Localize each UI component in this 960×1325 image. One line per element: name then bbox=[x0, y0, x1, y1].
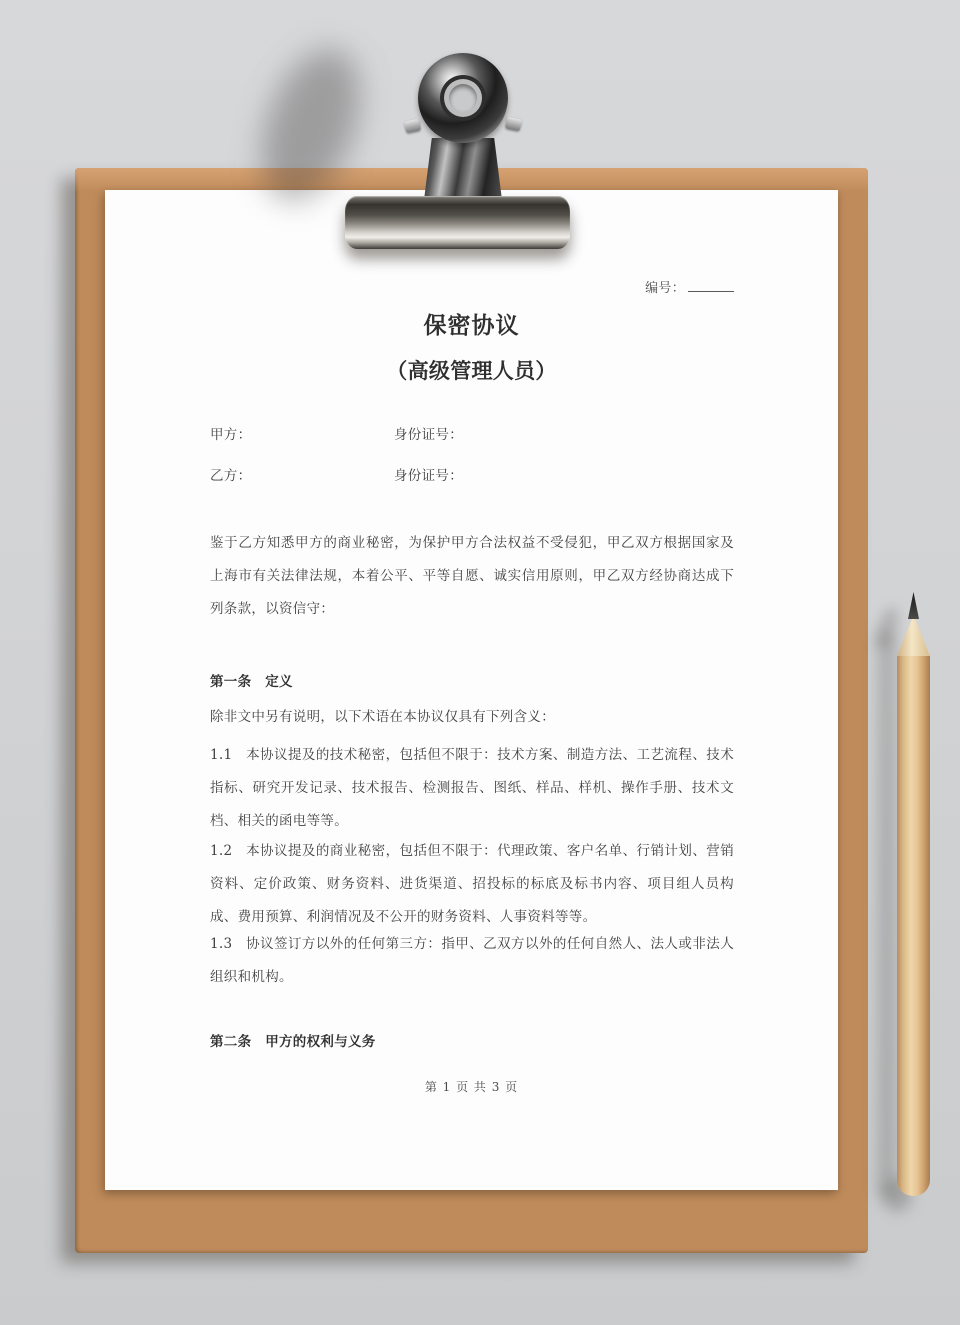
clause-1-1 bbox=[210, 739, 734, 838]
binder-clip-ring bbox=[418, 53, 508, 143]
binder-clip-body bbox=[424, 138, 502, 200]
binder-clip-hole bbox=[449, 84, 477, 112]
clause-1-3-number: 1.3 bbox=[210, 936, 233, 952]
clause-1-2-text: 本协议提及的商业秘密，包括但不限于：代理政策、客户名单、行销计划、营销资料、定价政策、财务资料、进货渠道、招投标的标底及标书内容、项目组人员构成、费用预算、利润情况及不公开的财务资料、人事资料等等。 bbox=[210, 843, 734, 925]
clip-spring-nub-left bbox=[404, 119, 421, 134]
document-page bbox=[105, 190, 838, 1190]
serial-number-blank bbox=[688, 278, 734, 292]
page-subtitle: （高级管理人员） bbox=[386, 358, 557, 383]
serial-number-label: 编号： bbox=[645, 281, 685, 296]
clause-1-1-text: 本协议提及的技术秘密，包括但不限于：技术方案、制造方法、工艺流程、技术指标、研究开发记录、技术报告、检测报告、图纸、样品、样机、操作手册、技术文档、相关的函电等等。 bbox=[210, 747, 734, 829]
pencil-body bbox=[897, 654, 930, 1196]
pencil-graphite-tip bbox=[908, 592, 919, 619]
clip-spring-nub-right bbox=[505, 117, 522, 132]
section-2-heading: 第二条 甲方的权利与义务 bbox=[210, 1034, 376, 1050]
page-title: 保密协议 bbox=[423, 312, 520, 339]
clause-1-3-text: 协议签订方以外的任何第三方：指甲、乙双方以外的任何自然人、法人或非法人组织和机构。 bbox=[210, 936, 734, 985]
clause-1-1-number: 1.1 bbox=[210, 747, 233, 763]
party-a-id-label: 身份证号： bbox=[394, 427, 463, 443]
party-b-id-label: 身份证号： bbox=[394, 468, 463, 484]
preamble-paragraph: 鉴于乙方知悉甲方的商业秘密，为保护甲方合法权益不受侵犯，甲乙双方根据国家及上海市有关法律法规，本着公平、平等自愿、诚实信用原则，甲乙双方经协商达成下列条款，以资信守： bbox=[210, 535, 734, 617]
section-1-intro: 除非文中另有说明，以下术语在本协议仅具有下列含义： bbox=[210, 709, 555, 725]
pencil-tip-shadow bbox=[872, 604, 903, 651]
section-1-heading: 第一条 定义 bbox=[210, 674, 293, 690]
binder-clip-jaw bbox=[345, 196, 570, 249]
page-number-footer: 第 1 页 共 3 页 bbox=[424, 1080, 519, 1094]
party-a-label: 甲方： bbox=[210, 427, 252, 443]
pencil-shadow bbox=[877, 632, 897, 1198]
clause-1-3 bbox=[210, 928, 734, 994]
party-b-label: 乙方： bbox=[210, 468, 252, 484]
clause-1-2 bbox=[210, 835, 734, 934]
party-b-row bbox=[210, 467, 734, 485]
clause-1-2-number: 1.2 bbox=[210, 843, 233, 859]
party-a-row bbox=[210, 426, 734, 444]
pencil-sharpened-cone bbox=[897, 615, 930, 656]
serial-number-row bbox=[210, 278, 734, 299]
